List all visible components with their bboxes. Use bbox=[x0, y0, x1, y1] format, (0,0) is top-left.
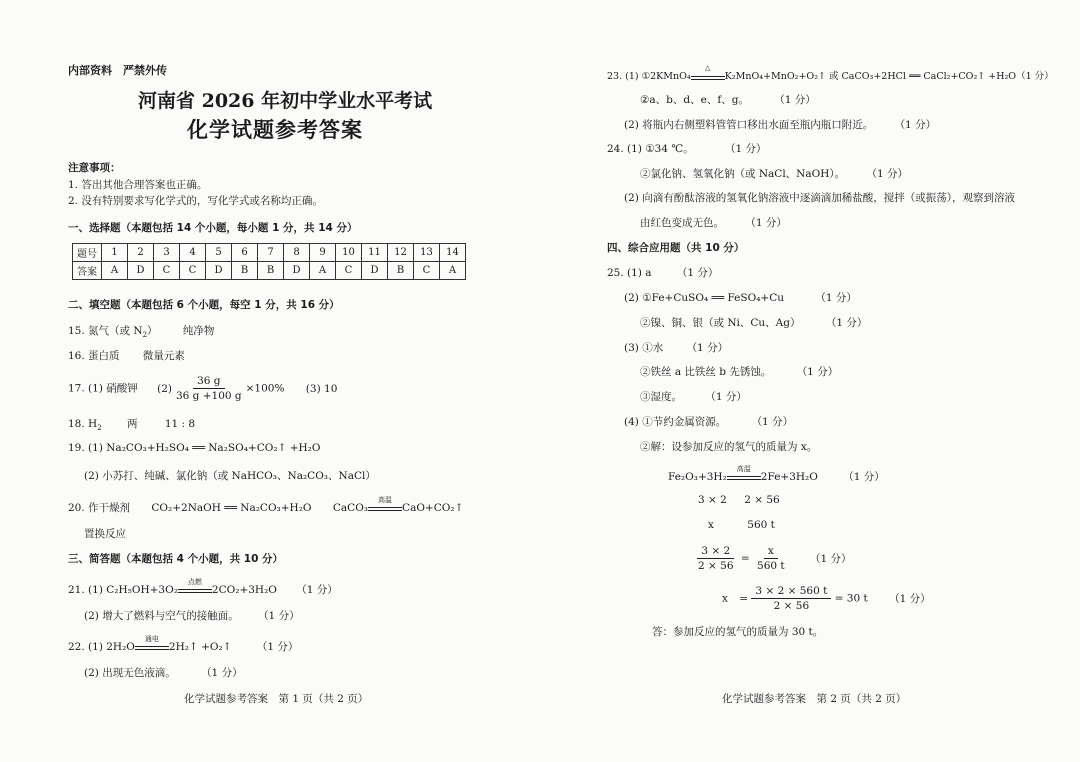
reaction-sign bbox=[368, 496, 402, 511]
answer-text: (3) ①水 bbox=[624, 342, 664, 354]
answer-16 bbox=[68, 348, 185, 363]
table-cell: 1 bbox=[102, 244, 128, 262]
equation: 23. (1) ①2KMnO₄ bbox=[607, 71, 691, 82]
table-cell: D bbox=[362, 262, 388, 280]
table-cell: D bbox=[206, 262, 232, 280]
score: （1 分） bbox=[866, 168, 909, 180]
answer-21-1 bbox=[68, 578, 338, 597]
table-cell: 7 bbox=[258, 244, 284, 262]
table-cell: 2 bbox=[128, 244, 154, 262]
answer-19-2: (2) 小苏打、纯碱、氯化钠（或 NaHCO₃、Na₂CO₃、NaCl） bbox=[84, 470, 376, 482]
calc-ratio bbox=[698, 494, 780, 506]
score: （1 分） bbox=[705, 391, 747, 403]
answer-text: ②氯化钠、氢氧化钠（或 NaCl、NaOH）。 bbox=[640, 168, 846, 180]
reaction-condition: 点燃 bbox=[187, 578, 202, 586]
table-cell: B bbox=[388, 262, 414, 280]
answer-text: 24. (1) ①34 ℃。 bbox=[607, 143, 694, 155]
subscript: 2 bbox=[142, 331, 148, 340]
table-cell: B bbox=[258, 262, 284, 280]
section-heading: 三、简答题（本题包括 4 个小题，共 10 分） bbox=[68, 553, 284, 565]
numerator: x bbox=[764, 544, 778, 559]
equation: CO₂+2NaOH ══ Na₂CO₃+H₂O bbox=[151, 502, 312, 514]
score: （1 分） bbox=[258, 610, 300, 622]
calc-text: x bbox=[722, 592, 728, 605]
calc-equation bbox=[668, 465, 885, 484]
calc-text: 2 × 56 bbox=[744, 494, 780, 506]
calc-values bbox=[708, 519, 775, 531]
answer-20-type: 置换反应 bbox=[84, 528, 126, 540]
score: （1 分） bbox=[676, 267, 719, 279]
answer-21-2 bbox=[84, 608, 300, 623]
table-cell: 10 bbox=[336, 244, 362, 262]
answer-24-2b bbox=[640, 215, 787, 230]
answer-table bbox=[72, 243, 466, 280]
equation: CaO+CO₂↑ bbox=[402, 502, 464, 514]
equation: (2) ①Fe+CuSO₄ ══ FeSO₄+Cu bbox=[624, 292, 785, 304]
denominator: 2 × 56 bbox=[773, 600, 810, 612]
table-cell: 5 bbox=[206, 244, 232, 262]
table-cell: 3 bbox=[154, 244, 180, 262]
answer-text: (4) ①节约金属资源。 bbox=[624, 416, 727, 428]
answer-text: 17. (1) 硝酸钾 bbox=[68, 382, 138, 395]
table-cell: D bbox=[128, 262, 154, 280]
score: （1 分） bbox=[843, 471, 885, 483]
reaction-sign bbox=[727, 465, 761, 480]
table-cell: 6 bbox=[232, 244, 258, 262]
fraction bbox=[753, 544, 789, 573]
answer-text: 20. 作干燥剂 bbox=[68, 502, 131, 514]
score: （1 分） bbox=[256, 641, 299, 653]
answer-text: 由红色变成无色。 bbox=[640, 217, 724, 229]
equation: 21. (1) C₂H₅OH+3O₂ bbox=[68, 584, 178, 596]
equation: 2CO₂+3H₂O bbox=[211, 584, 277, 596]
answer-text: ②铁丝 a 比铁丝 b 先锈蚀。 bbox=[640, 366, 772, 378]
score: （1 分） bbox=[751, 416, 794, 428]
numerator: 3 × 2 × 560 t bbox=[751, 584, 831, 599]
notes-heading: 注意事项： bbox=[68, 162, 121, 174]
reaction-condition: 高温 bbox=[736, 465, 751, 473]
table-cell: 题号 bbox=[73, 244, 102, 262]
calc-text: = 30 t bbox=[834, 592, 868, 605]
equation: 2H₂↑ +O₂↑ bbox=[168, 641, 232, 653]
table-cell: 答案 bbox=[73, 262, 102, 280]
table-cell: 12 bbox=[388, 244, 414, 262]
answer-25-1 bbox=[607, 265, 718, 280]
page-footer: 化学试题参考答案 第 1 页（共 2 页） bbox=[184, 693, 369, 705]
reaction-condition: 高温 bbox=[378, 496, 393, 504]
answer-text: 两 bbox=[127, 418, 138, 430]
exam-title: 河南省 2026 年初中学业水平考试 bbox=[138, 90, 433, 112]
equation: 22. (1) 2H₂O bbox=[68, 641, 135, 653]
equation: CaCO₃ bbox=[332, 502, 369, 514]
page-footer: 化学试题参考答案 第 2 页（共 2 页） bbox=[722, 693, 907, 705]
answer-17 bbox=[68, 374, 337, 403]
final-answer: 答：参加反应的氢气的质量为 30 t。 bbox=[652, 626, 824, 638]
fraction bbox=[751, 584, 831, 613]
answer-20 bbox=[68, 496, 464, 515]
subscript: 2 bbox=[97, 424, 102, 433]
calc-text: = bbox=[739, 592, 749, 605]
table-cell: C bbox=[336, 262, 362, 280]
answer-text: (2) 出现无色液滴。 bbox=[84, 667, 176, 679]
score: （1 分） bbox=[745, 217, 787, 229]
answer-text: 16. 蛋白质 bbox=[68, 350, 120, 362]
answer-text: ②a、b、d、e、f、g。 bbox=[640, 94, 749, 106]
answer-25-4b: ②解：设参加反应的氢气的质量为 x。 bbox=[640, 441, 818, 453]
numerator: 36 g bbox=[193, 374, 224, 389]
calc-text: = bbox=[740, 552, 750, 565]
reaction-condition: △ bbox=[705, 63, 711, 72]
answer-text: (2) 增大了燃料与空气的接触面。 bbox=[84, 610, 239, 622]
score: （1 分） bbox=[774, 94, 816, 106]
score: （1 分） bbox=[889, 592, 931, 605]
answer-text: (2) bbox=[157, 382, 172, 395]
answer-25-4a bbox=[624, 414, 793, 429]
score: （1 分） bbox=[894, 119, 937, 131]
answer-24-2: (2) 向滴有酚酞溶液的氢氧化钠溶液中逐滴滴加稀盐酸，搅拌（或振荡），观察到溶液 bbox=[624, 192, 1015, 204]
answer-text: (2) 将瓶内右侧塑料管管口移出水面至瓶内瓶口附近。 bbox=[624, 119, 874, 131]
fraction bbox=[172, 374, 246, 403]
answer-24-1b bbox=[640, 166, 908, 181]
answer-text: 11 : 8 bbox=[164, 418, 196, 430]
score: （1 分） bbox=[815, 292, 857, 304]
answer-text: 18. H bbox=[68, 418, 98, 430]
reaction-sign bbox=[135, 635, 169, 650]
section-heading: 一、选择题（本题包括 14 个小题，每小题 1 分，共 14 分） bbox=[68, 222, 358, 234]
section-heading: 二、填空题（本题包括 6 个小题，每空 1 分，共 16 分） bbox=[68, 299, 340, 311]
page-title: 化学试题参考答案 bbox=[187, 118, 363, 142]
table-cell: 11 bbox=[362, 244, 388, 262]
table-cell: A bbox=[440, 262, 466, 280]
note-item: 1. 答出其他合理答案也正确。 bbox=[68, 179, 208, 191]
table-cell: D bbox=[284, 262, 310, 280]
numerator: 3 × 2 bbox=[697, 544, 734, 559]
table-cell: B bbox=[232, 262, 258, 280]
denominator: 36 g +100 g bbox=[175, 390, 242, 402]
reaction-condition: 通电 bbox=[144, 635, 159, 643]
answer-15 bbox=[68, 323, 214, 339]
answer-text: ） bbox=[147, 325, 158, 337]
answer-23-1 bbox=[607, 63, 1054, 82]
calc-text: 560 t bbox=[747, 519, 775, 531]
answer-23-1b bbox=[640, 92, 816, 107]
note-item: 2. 没有特别要求写化学式的，写化学式或名称均正确。 bbox=[68, 195, 323, 207]
score: （1 分） bbox=[724, 143, 767, 155]
answer-23-2 bbox=[624, 117, 936, 132]
table-cell: 13 bbox=[414, 244, 440, 262]
calc-result bbox=[722, 584, 931, 613]
score: （1 分） bbox=[809, 552, 852, 565]
calc-text: x bbox=[708, 519, 714, 531]
answer-text: 纯净物 bbox=[182, 325, 215, 337]
answer-text: 微量元素 bbox=[142, 350, 185, 362]
table-cell: 9 bbox=[310, 244, 336, 262]
answer-24-1 bbox=[607, 141, 766, 156]
score: （1 分） bbox=[796, 366, 839, 378]
equation: Fe₂O₃+3H₂ bbox=[668, 471, 727, 483]
score: （1 分） bbox=[686, 342, 729, 354]
answer-text: ③湿度。 bbox=[640, 391, 682, 403]
score: （1 分） bbox=[201, 667, 243, 679]
equation: 2Fe+3H₂O bbox=[760, 471, 818, 483]
answer-25-3b bbox=[640, 364, 838, 379]
score: （1 分） bbox=[825, 317, 868, 329]
answer-22-2 bbox=[84, 665, 243, 680]
equation: K₂MnO₄+MnO₂+O₂↑ 或 CaCO₃+2HCl ══ CaCl₂+CO₂↑ +H₂O（1 分） bbox=[724, 71, 1054, 82]
reaction-sign bbox=[178, 578, 212, 593]
fraction bbox=[694, 544, 738, 573]
table-cell: C bbox=[154, 262, 180, 280]
section-heading: 四、综合应用题（共 10 分） bbox=[607, 242, 745, 254]
table-cell: 4 bbox=[180, 244, 206, 262]
answer-22-1 bbox=[68, 635, 299, 654]
answer-text: ②镍、铜、银（或 Ni、Cu、Ag） bbox=[640, 317, 801, 329]
table-cell: A bbox=[310, 262, 336, 280]
calc-text: 3 × 2 bbox=[698, 494, 727, 506]
table-cell: A bbox=[102, 262, 128, 280]
answer-25-3a bbox=[624, 340, 728, 355]
answer-25-2a bbox=[624, 290, 857, 305]
denominator: 560 t bbox=[757, 560, 785, 572]
answer-19-1: 19. (1) Na₂CO₃+H₂SO₄ ══ Na₂SO₄+CO₂↑ +H₂O bbox=[68, 442, 321, 454]
answer-text: (3) 10 bbox=[305, 382, 338, 395]
answer-25-2b bbox=[640, 315, 867, 330]
table-cell: 14 bbox=[440, 244, 466, 262]
answer-text: 25. (1) a bbox=[607, 267, 652, 279]
table-cell: C bbox=[414, 262, 440, 280]
table-row bbox=[73, 244, 466, 262]
table-cell: 8 bbox=[284, 244, 310, 262]
score: （1 分） bbox=[296, 584, 338, 596]
answer-text: ×100% bbox=[245, 382, 285, 395]
answer-text: 15. 氮气（或 N bbox=[68, 325, 143, 337]
answer-18 bbox=[68, 416, 195, 432]
calc-proportion bbox=[694, 544, 852, 573]
reaction-sign bbox=[691, 63, 725, 80]
table-row bbox=[73, 262, 466, 280]
denominator: 2 × 56 bbox=[698, 560, 734, 572]
table-cell: C bbox=[180, 262, 206, 280]
answer-25-3c bbox=[640, 389, 747, 404]
confidential-note: 内部资料 严禁外传 bbox=[68, 64, 167, 77]
